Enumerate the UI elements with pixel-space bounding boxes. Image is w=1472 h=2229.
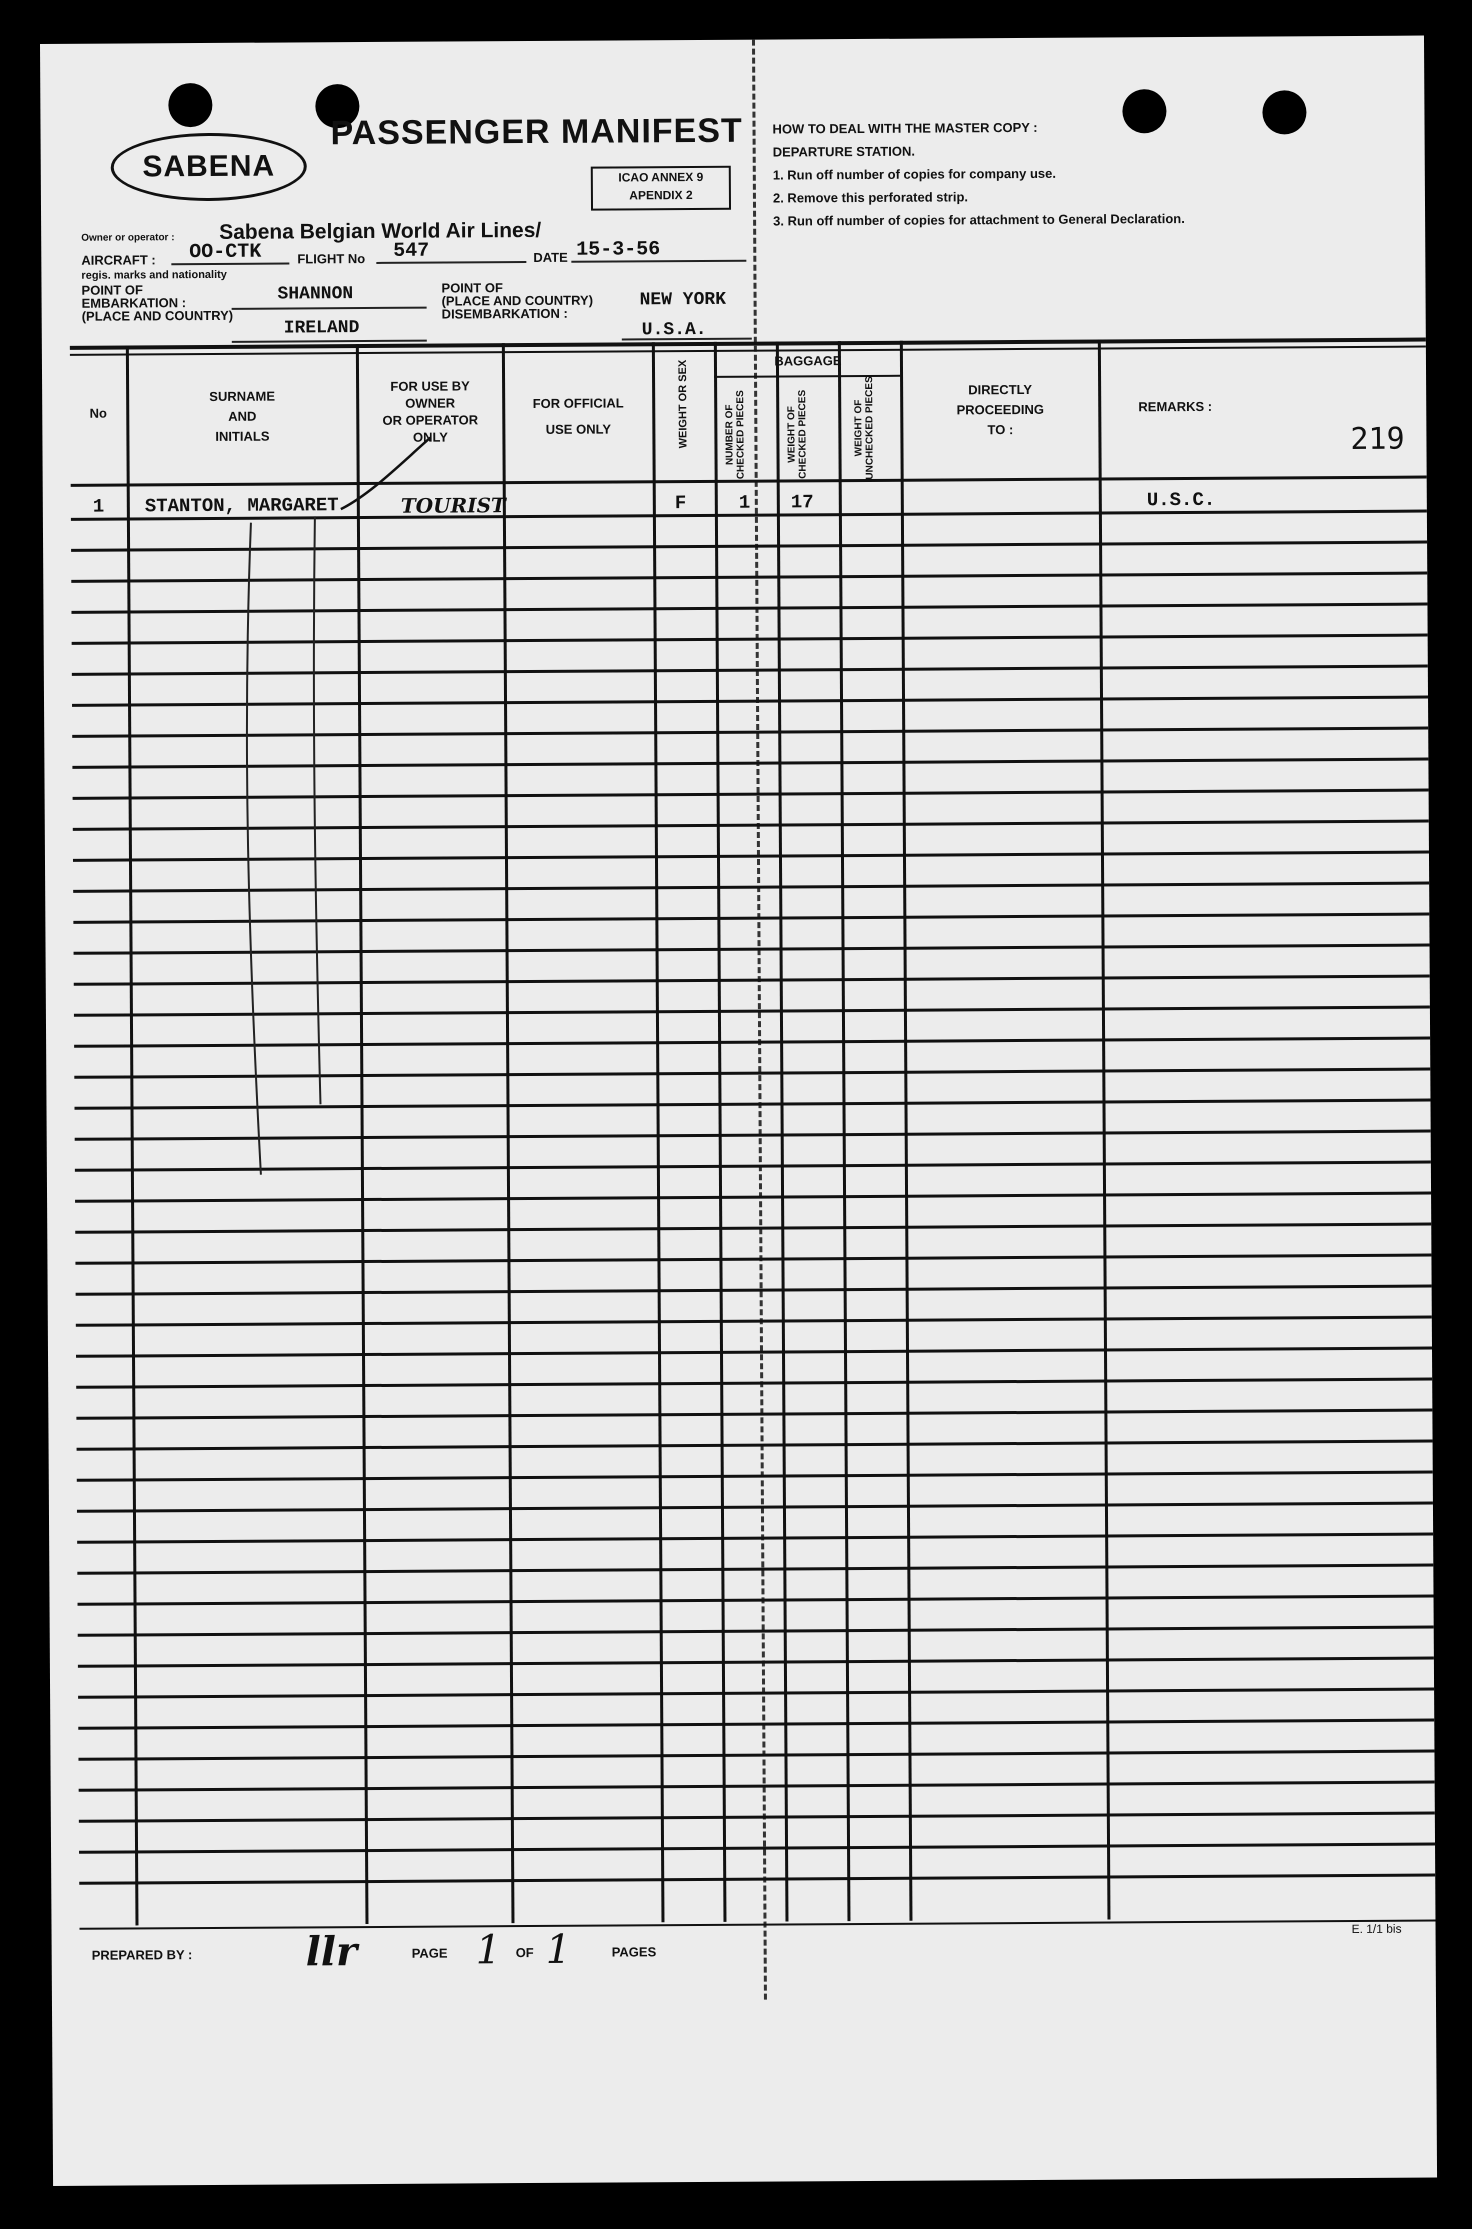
disembark-label-1: POINT OF [441, 280, 503, 296]
punch-hole [1262, 90, 1306, 134]
punch-hole [168, 83, 212, 127]
aircraft-value: OO-CTK [189, 240, 262, 265]
embark-place: SHANNON [277, 284, 354, 305]
row-checked-weight: 17 [790, 491, 814, 514]
embark-label-3: (PLACE AND COUNTRY) [81, 307, 234, 324]
page-title: PASSENGER MANIFEST [330, 111, 743, 153]
sabena-logo: SABENA [111, 132, 307, 201]
date-label: DATE [533, 249, 568, 265]
vertical-pen-mark [246, 523, 261, 1175]
col-header-no: No [89, 405, 107, 421]
table-row-line [78, 1688, 1434, 1699]
col-header-baggage: BAGGAGE [774, 353, 842, 369]
pages-label: PAGES [611, 1944, 657, 1960]
aircraft-label: AIRCRAFT : [81, 252, 156, 268]
col-header-weight-sex: WEIGHT OR SEX [676, 359, 690, 449]
check-stroke [340, 438, 430, 510]
table-row-line [78, 1626, 1434, 1637]
table-row-line [77, 1564, 1433, 1575]
col-header-checked-weight: WEIGHT OF CHECKED PIECES [786, 389, 809, 479]
instruction-step: 1. Run off number of copies for company use. [772, 165, 1057, 183]
remarks-number: 219 [1350, 421, 1405, 458]
preparer-initials: llr [305, 1928, 358, 1976]
instruction-step: 2. Remove this perforated strip. [772, 189, 969, 206]
manifest-table [70, 338, 1436, 1926]
col-header-surname: SURNAME AND INITIALS [209, 388, 276, 444]
table-row-line [79, 1874, 1435, 1885]
disembark-label-2: (PLACE AND COUNTRY) [441, 292, 594, 309]
row-name: STANTON, MARGARET [144, 494, 339, 518]
instruction-step: 3. Run off number of copies for attachment to General Declaration. [773, 211, 1185, 229]
disembark-country: U.S.A. [641, 319, 707, 341]
aircraft-sublabel: regis. marks and nationality [81, 268, 227, 282]
instructions-subtitle: DEPARTURE STATION. [772, 143, 915, 160]
col-header-remarks: REMARKS : [1138, 398, 1213, 415]
flight-value: 547 [393, 239, 430, 263]
owner-value: Sabena Belgian World Air Lines/ [219, 218, 542, 244]
embark-label-1: POINT OF [81, 282, 143, 298]
table-row-line [78, 1595, 1434, 1606]
col-header-proceeding: DIRECTLY PROCEEDING TO : [956, 381, 1044, 438]
master-copy-instructions [772, 115, 1184, 233]
embark-country: IRELAND [283, 318, 360, 339]
flight-label: FLIGHT No [297, 251, 366, 267]
table-row-line [79, 1843, 1435, 1854]
table-row-line [79, 1781, 1435, 1792]
annex-line-1: ICAO ANNEX 9 [618, 169, 704, 185]
col-header-owner-use: FOR USE BY OWNER OR OPERATOR ONLY [382, 378, 479, 445]
row-sex: F [674, 492, 687, 515]
disembark-label-3: DISEMBARKATION : [441, 305, 568, 322]
manifest-sheet [40, 36, 1437, 2186]
instructions-title: HOW TO DEAL WITH THE MASTER COPY : [772, 119, 1038, 137]
icao-annex-box [591, 166, 731, 211]
date-value: 15-3-56 [576, 238, 661, 262]
prepared-by-label: PREPARED BY : [91, 1947, 193, 1963]
table-row-line [79, 1812, 1435, 1823]
of-value: 1 [545, 1926, 572, 1973]
table-row-line [78, 1657, 1434, 1668]
embark-label-2: EMBARKATION : [81, 295, 187, 311]
vertical-pen-mark [313, 516, 321, 1104]
disembark-place: NEW YORK [639, 289, 727, 311]
form-code: E. 1/1 bis [1351, 1921, 1402, 1937]
col-header-checked-number: NUMBER OF CHECKED PIECES [724, 390, 747, 480]
owner-label: Owner or operator : [81, 232, 175, 244]
row-no: 1 [92, 495, 105, 518]
col-header-official: FOR OFFICIAL USE ONLY [532, 395, 624, 437]
pen-marks [70, 338, 1433, 1546]
row-checked-pieces: 1 [738, 491, 751, 514]
page-value: 1 [475, 1927, 502, 1974]
row-remarks: U.S.C. [1146, 488, 1216, 512]
table-row-line [78, 1750, 1434, 1761]
annex-line-2: APENDIX 2 [629, 188, 693, 203]
page-label: PAGE [411, 1945, 448, 1961]
table-row-line [78, 1719, 1434, 1730]
row-owner-use: TOURIST [400, 493, 506, 518]
col-header-unchecked-weight: WEIGHT OF UNCHECKED PIECES [853, 376, 876, 480]
of-label: OF [515, 1945, 534, 1961]
